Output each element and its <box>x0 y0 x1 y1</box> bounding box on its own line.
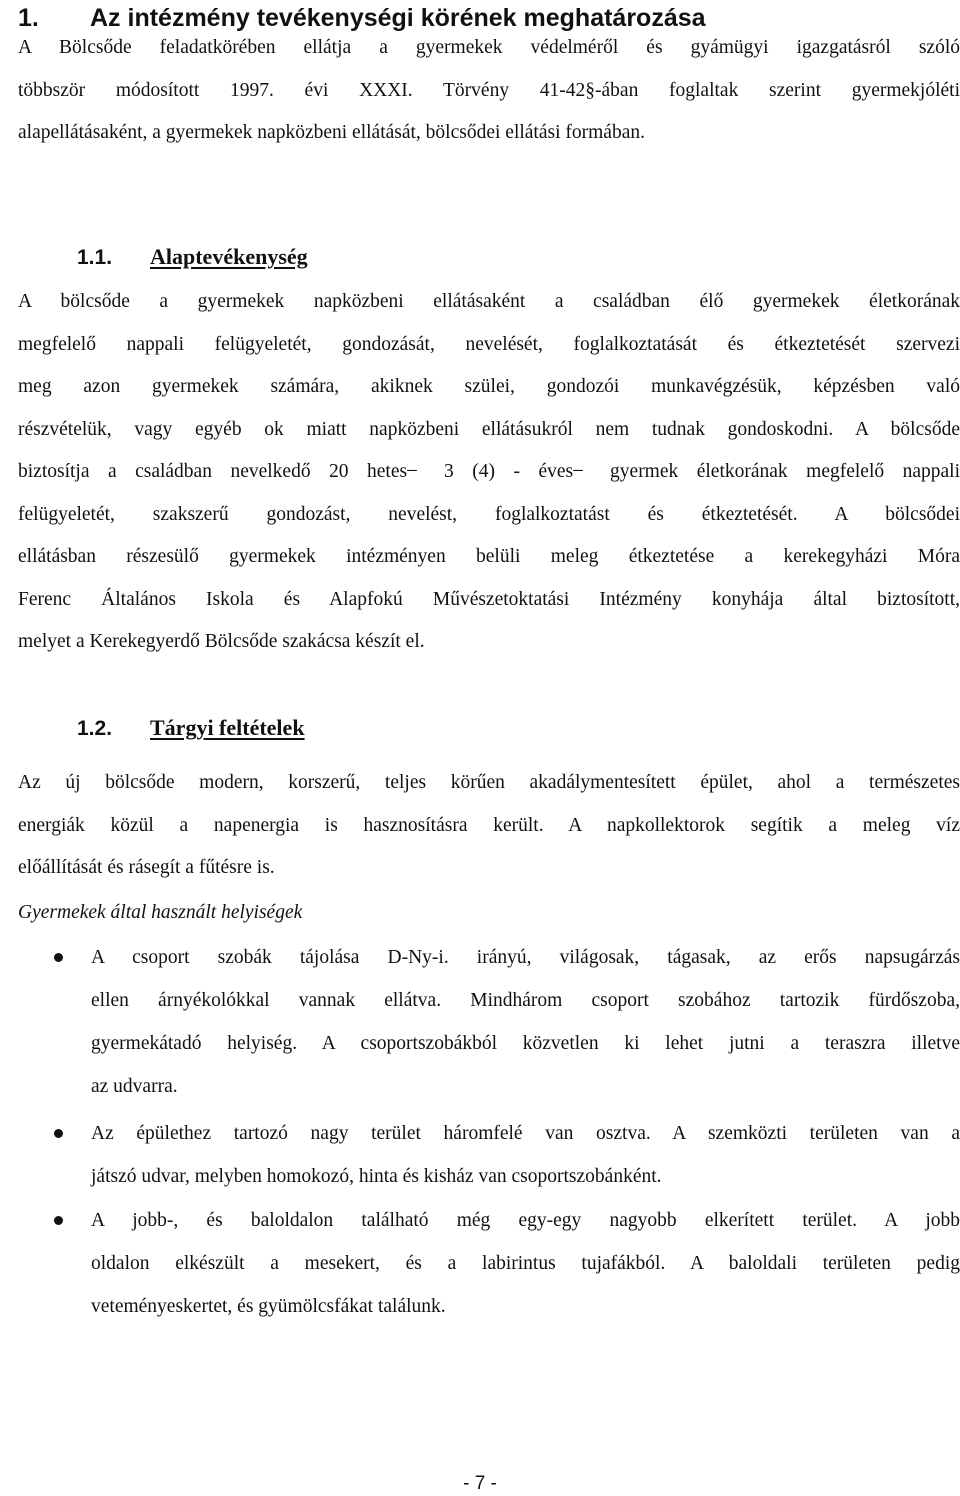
paragraph-line: részvételük, vagy egyéb ok miatt napközbeni ellátásukról nem tudnak gondoskodni. A bölcsőde <box>18 418 960 440</box>
intro-paragraph <box>18 27 960 155</box>
list-item-line: A csoport szobák tájolása D-Ny-i. irányú, világosak, tágasak, az erős napsugárzás <box>91 947 960 968</box>
list-item-text <box>91 1112 960 1198</box>
list-item-line: játszó udvar, melyben homokozó, hinta és kisház van csoportszobánként. <box>91 1166 662 1187</box>
rooms-subheading: Gyermekek által használt helyiségek <box>18 902 303 923</box>
paragraph-line: Ferenc Általános Iskola és Alapfokú Művészetoktatási Intézmény konyhája által biztosított, <box>18 588 960 610</box>
heading-1-number: 1. <box>18 4 39 32</box>
section-1-2-paragraph <box>18 762 960 890</box>
section-1-1-heading <box>77 242 308 273</box>
list-item-line: Az épülethez tartozó nagy terület háromfelé van osztva. A szemközti területen van a <box>91 1123 960 1144</box>
section-1-1-number: 1.1. <box>77 246 113 269</box>
paragraph-line: előállítását és rásegít a fűtésre is. <box>18 857 275 878</box>
paragraph-line: energiák közül a napenergia is hasznosításra került. A napkollektorok segítik a meleg víz <box>18 814 960 836</box>
paragraph-line: A bölcsőde a gyermekek napközbeni ellátásaként a családban élő gyermekek életkorának <box>18 291 960 312</box>
intro-line: többször módosított 1997. évi XXXI. Törvény 41-42§-ában foglaltak szerint gyermekjóléti <box>18 79 960 101</box>
section-1-2-number: 1.2. <box>77 717 113 740</box>
section-1-2-heading <box>77 713 305 744</box>
list-item-line: veteményeskertet, és gyümölcsfákat találunk. <box>91 1296 446 1317</box>
bullet-icon <box>54 1216 63 1225</box>
intro-line: A Bölcsőde feladatkörében ellátja a gyermekek védelméről és gyámügyi igazgatásról szóló <box>18 37 960 58</box>
page-number: - 7 - <box>463 1473 497 1494</box>
paragraph-line: felügyeletét, szakszerű gondozást, nevelést, foglalkoztatást és étkeztetését. A bölcsődei <box>18 503 960 525</box>
bullet-icon <box>54 1129 63 1138</box>
list-item-text <box>91 1199 960 1328</box>
list-item-line: ellen árnyékolókkal vannak ellátva. Mindhárom csoport szobához tartozik fürdőszoba, <box>91 990 960 1011</box>
paragraph-line: ellátásban részesülő gyermekek intézményen belüli meleg étkeztetése a kerekegyházi Móra <box>18 546 960 567</box>
intro-line: alapellátásaként, a gyermekek napközbeni ellátását, bölcsődei ellátási formában. <box>18 122 645 143</box>
paragraph-line: meg azon gyermekek számára, akiknek szülei, gondozói munkavégzésük, képzésben való <box>18 376 960 397</box>
list-item-line: A jobb-, és baloldalon található még egy-egy nagyobb elkerített terület. A jobb <box>91 1210 960 1231</box>
section-1-2-title: Tárgyi feltételek <box>150 715 305 740</box>
heading-1-title: Az intézmény tevékenységi körének meghatározása <box>90 4 706 32</box>
section-1-1-paragraph <box>18 281 960 664</box>
list-item-line: az udvarra. <box>91 1076 178 1097</box>
bullet-icon <box>54 953 63 962</box>
section-1-1-title: Alaptevékenység <box>150 244 308 269</box>
paragraph-line: megfelelő nappali felügyeletét, gondozását, nevelését, foglalkoztatását és étkeztetését szervezi <box>18 333 960 355</box>
list-item-text <box>91 936 960 1108</box>
list-item-line: gyermekátadó helyiség. A csoportszobákból közvetlen ki lehet jutni a teraszra illetve <box>91 1033 960 1054</box>
paragraph-line: biztosítja a családban nevelkedő 20 hetes ̶ 3 (4) - éves ̶ gyermek életkorának megfelelő nappali <box>18 461 960 482</box>
paragraph-line: Az új bölcsőde modern, korszerű, teljes körűen akadálymentesített épület, ahol a természetes <box>18 772 960 793</box>
list-item-line: oldalon elkészült a mesekert, és a labirintus tujafákból. A baloldali területen pedig <box>91 1253 960 1274</box>
paragraph-line: melyet a Kerekegyerdő Bölcsőde szakácsa készít el. <box>18 631 425 652</box>
